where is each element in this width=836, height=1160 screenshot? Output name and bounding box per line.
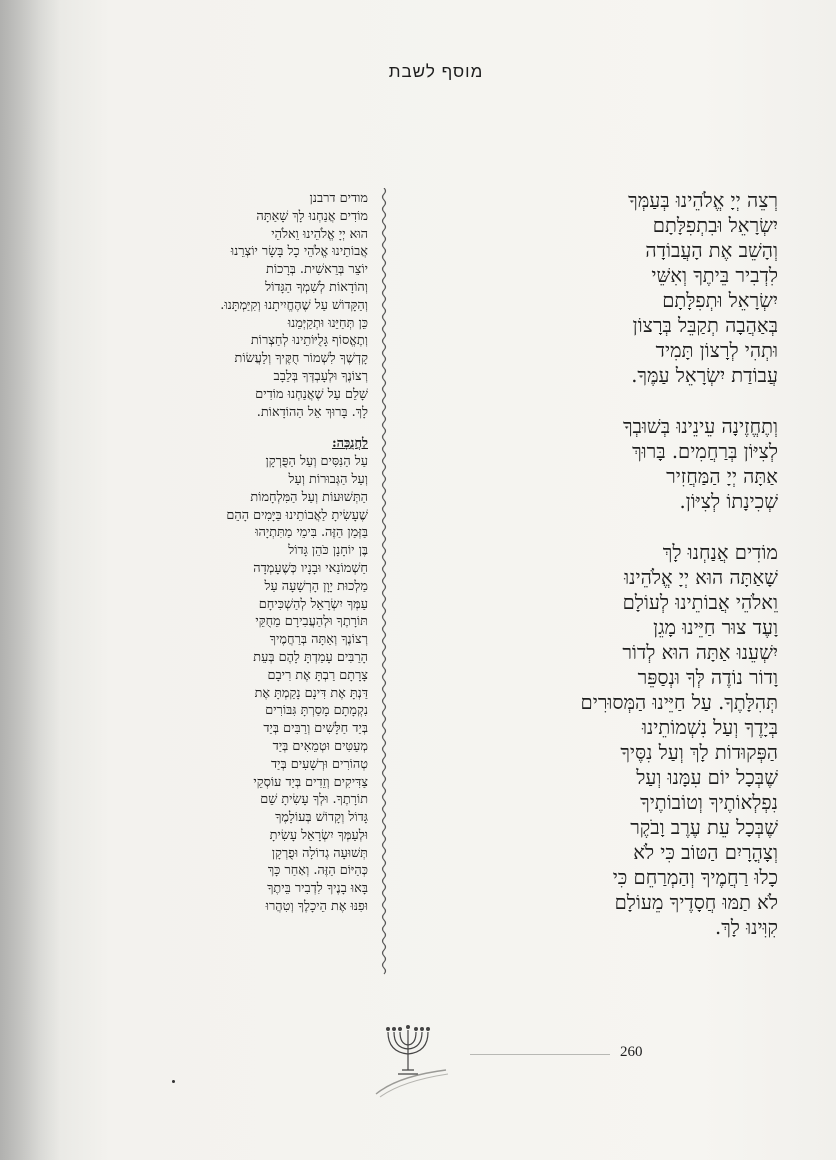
- text-line: עֲבוֹדַת יִשְׂרָאֵל עַמֶּךָ.: [631, 364, 778, 387]
- text-line: תוֹרָתֶךָ. וּלְךָ עָשִׂיתָ שֵׁם: [260, 792, 368, 808]
- text-line: שְׁכִינָתוֹ לְצִיּוֹן.: [679, 490, 778, 513]
- text-line: וְהַקָּדוֹשׁ עַל שֶׁהֶחֱיִיתָנוּ וְקִיַּמְתָּנוּ.: [220, 297, 368, 313]
- text-line: וָעֶד צוּר חַיֵּינוּ מָגֵן: [653, 616, 778, 639]
- text-line: וְעַל הַגְּבוּרוֹת וְעַל: [288, 471, 368, 487]
- text-line: צַדִּיקִים וְזֵדִים בְּיַד עוֹסְקֵי: [253, 774, 368, 790]
- text-line: בַּזְּמַן הַזֶּה. בִּימֵי מַתִּתְיָהוּ: [255, 525, 368, 541]
- text-line: צָרָתָם רַבְתָּ אֶת רִיבָם: [267, 667, 368, 683]
- text-line: מַלְכוּת יָוָן הָרְשָׁעָה עַל: [264, 578, 368, 594]
- text-line: וָדוֹר נוֹדֶה לְּךָ וּנְסַפֵּר: [637, 666, 778, 689]
- text-line: וּתְהִי לְרָצוֹן תָּמִיד: [655, 339, 778, 362]
- text-line: שֶׁעָשִׂיתָ לַאֲבוֹתֵינוּ בַּיָּמִים הָהֵם: [226, 507, 368, 523]
- text-line: רְצוֹנֶךָ וְאַתָּה בְּרַחֲמֶיךָ: [269, 632, 368, 648]
- text-line: וּלְעַמְּךָ יִשְׂרָאֵל עָשִׂיתָ: [269, 827, 368, 843]
- text-line: רְצוֹנֶךָ וּלְעָבְדְּךָ בְּלֵבָב: [273, 368, 368, 384]
- text-line: שָׁאַתָּה הוּא יְיָ אֱלֹהֵינוּ: [624, 566, 778, 589]
- text-line: הוּא יְיָ אֱלֹהֵינוּ וֵאלֹהֵי: [271, 226, 368, 242]
- text-line: הַתְּשׁוּעוֹת וְעַל הַמִּלְחָמוֹת: [250, 489, 368, 505]
- text-line: תּוֹרָתֶךָ וּלְהַעֲבִירָם מֵחֻקֵּי: [255, 614, 368, 630]
- text-line: כָלוּ רַחֲמֶיךָ וְהַמְרַחֵם כִּי: [612, 866, 778, 889]
- text-line: מוֹדִים אֲנַחְנוּ לָךְ: [662, 541, 778, 564]
- text-line: לִדְבִיר בֵּיתֶךָ וְאִשֵּׁי: [651, 264, 778, 287]
- text-line: קִוִּינוּ לָךְ.: [715, 916, 778, 939]
- text-line: וְהָשֵׁב אֶת הָעֲבוֹדָה: [645, 239, 778, 262]
- text-line: וְהוֹדָאוֹת לְשִׁמְךָ הַגָּדוֹל: [265, 279, 368, 295]
- text-line: בְּאַהֲבָה תְקַבֵּל בְּרָצוֹן: [632, 314, 778, 337]
- text-line: וּפִנּוּ אֶת הֵיכָלֶךָ וְטִהֲרוּ: [265, 899, 368, 915]
- text-line: דַּנְתָּ אֶת דִּינָם נָקַמְתָּ אֶת: [254, 685, 368, 701]
- text-line: שֶׁבְּכָל עֵת עֶרֶב וָבֹקֶר: [630, 816, 778, 839]
- text-line: וְתֶחֱזֶינָה עֵינֵינוּ בְּשׁוּבְךָ: [622, 415, 778, 438]
- modim-derabanan-paragraph: [128, 190, 368, 421]
- text-line: בָּאוּ בָנֶיךָ לִדְבִיר בֵּיתֶךָ: [267, 881, 368, 897]
- al-hanisim-paragraph: [128, 435, 368, 916]
- text-line: בֶּן יוֹחָנָן כֹּהֵן גָּדוֹל: [288, 543, 368, 559]
- text-line: הַפְּקוּדוֹת לָךְ וְעַל נִסֶּיךָ: [620, 741, 778, 764]
- binding-shadow: [0, 0, 60, 1160]
- text-line: אַתָּה יְיָ הַמַּחֲזִיר: [666, 465, 778, 488]
- text-line: אֲבוֹתֵינוּ אֱלֹהֵי כָל בָּשָׂר יוֹצְרֵנוּ: [230, 244, 368, 260]
- chanukah-heading: לַחֲנֻכָּה:: [331, 436, 368, 452]
- text-line: טְהוֹרִים וּרְשָׁעִים בְּיַד: [270, 756, 368, 772]
- text-line: וֵאלֹהֵי אֲבוֹתֵינוּ לְעוֹלָם: [622, 591, 778, 614]
- text-line: תְּשׁוּעָה גְדוֹלָה וּפֻרְקָן: [271, 845, 368, 861]
- text-line: מְעַטִּים וּטְמֵאִים בְּיַד: [272, 738, 368, 754]
- retzeh-paragraph: [458, 188, 778, 388]
- text-line: גָּדוֹל וְקָדוֹשׁ בְּעוֹלָמֶךָ: [275, 810, 368, 826]
- text-line: יִשְׂרָאֵל וּתְפִלָּתָם: [662, 289, 778, 312]
- vetechezena-paragraph: [458, 414, 778, 514]
- right-prayer-column: [458, 188, 778, 966]
- running-header: [0, 62, 836, 82]
- text-line: שָׁלֵם עַל שֶׁאֲנַחְנוּ מוֹדִים: [255, 386, 368, 402]
- wavy-column-divider: [378, 188, 390, 978]
- text-line: רְצֵה יְיָ אֱלֹהֵינוּ בְּעַמְּךָ: [628, 189, 778, 212]
- text-line: יוֹצֵר בְּרֵאשִׁית. בְּרָכוֹת: [266, 262, 368, 278]
- modim-paragraph: [458, 540, 778, 940]
- text-line: לֹא תַמּוּ חֲסָדֶיךָ מֵעוֹלָם: [614, 891, 778, 914]
- text-line: שֶׁבְּכָל יוֹם עִמָּנוּ וְעַל: [636, 766, 778, 789]
- ink-speck: [172, 1080, 175, 1083]
- text-line: חַשְׁמוֹנַאי וּבָנָיו כְּשֶׁעָמְדָה: [253, 560, 368, 576]
- text-line: הָרַבִּים עָמַדְתָּ לָהֶם בְּעֵת: [253, 649, 368, 665]
- text-line: לְצִיּוֹן בְּרַחֲמִים. בָּרוּךְ: [632, 440, 778, 463]
- text-line: מודים דרבנן: [309, 191, 368, 206]
- text-line: נִקְמָתָם מָסַרְתָּ גִּבּוֹרִים: [265, 703, 368, 719]
- text-line: כֵּן תְּחַיֵּנוּ וּתְקַיְּמֵנוּ: [287, 315, 368, 331]
- text-line: קָדְשֶׁךָ לִשְׁמוֹר חֻקֶּיךָ וְלַעֲשׂוֹת: [234, 351, 368, 367]
- text-line: וְצָהֳרָיִם הַטּוֹב כִּי לֹא: [633, 841, 778, 864]
- left-prayer-column: [128, 190, 368, 930]
- page-header-title: מוסף לשבת: [388, 62, 484, 81]
- footer-rule: [470, 1054, 610, 1055]
- text-line: עַל הַנִּסִּים וְעַל הַפֻּרְקָן: [265, 454, 368, 470]
- text-line: תְּהִלָּתֶךָ. עַל חַיֵּינוּ הַמְּסוּרִים: [580, 691, 778, 714]
- text-line: נִפְלְאוֹתֶיךָ וְטוֹבוֹתֶיךָ: [640, 791, 778, 814]
- text-line: וְתֶאֱסוֹף גָּלֻיּוֹתֵינוּ לְחַצְרוֹת: [250, 333, 368, 349]
- text-line: בְּיַד חַלָּשִׁים וְרַבִּים בְּיַד: [263, 721, 368, 737]
- text-line: יִשְׁעֵנוּ אַתָּה הוּא לְדוֹר: [622, 641, 778, 664]
- text-line: בְּיָדֶךָ וְעַל נִשְׁמוֹתֵינוּ: [641, 716, 778, 739]
- text-line: לָךְ. בָּרוּךְ אֵל הַהוֹדָאוֹת.: [256, 404, 368, 420]
- text-line: עַמְּךָ יִשְׂרָאֵל לְהַשְׁכִּיחָם: [258, 596, 368, 612]
- text-line: כְּהַיּוֹם הַזֶּה. וְאַחַר כָּךְ: [267, 863, 368, 879]
- page-number: 260: [620, 1044, 643, 1060]
- menorah-icon: [368, 1018, 448, 1098]
- text-line: יִשְׂרָאֵל וּבִתְפִלָּתָם: [652, 214, 778, 237]
- text-line: מוֹדִים אֲנַחְנוּ לָךְ שָׁאַתָּה: [256, 208, 368, 224]
